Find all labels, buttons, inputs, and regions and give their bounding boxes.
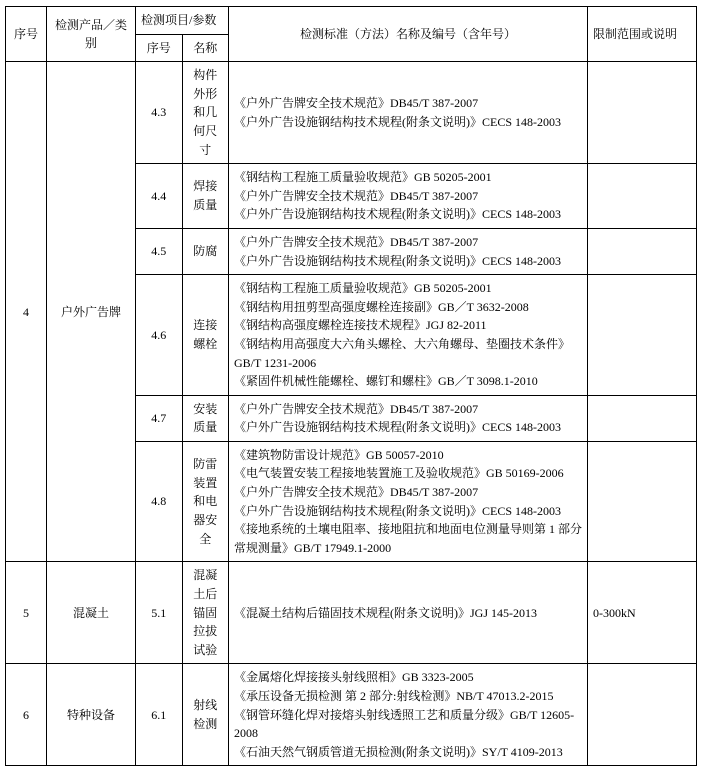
cell-standard bbox=[229, 395, 588, 441]
cell-item-name: 防腐 bbox=[182, 228, 229, 274]
column-header-item-no: 序号 bbox=[136, 34, 183, 62]
cell-standard bbox=[229, 275, 588, 396]
cell-standard bbox=[229, 562, 588, 664]
standard-line: 《户外广告设施钢结构技术规程(附条文说明)》CECS 148-2003 bbox=[234, 114, 562, 129]
cell-item-no: 6.1 bbox=[136, 664, 183, 766]
cell-item-no: 4.7 bbox=[136, 395, 183, 441]
standard-line: 《户外广告牌安全技术规范》DB45/T 387-2007 bbox=[234, 96, 479, 111]
standard-line: 《承压设备无损检测 第 2 部分:射线检测》NB/T 47013.2-2015 bbox=[234, 689, 554, 703]
column-header-standard: 检测标准（方法）名称及编号（含年号） bbox=[229, 7, 588, 62]
cell-standard bbox=[229, 164, 588, 229]
standard-line: 《户外广告设施钢结构技术规程(附条文说明)》CECS 148-2003 bbox=[234, 253, 562, 268]
standard-line: 《接地系统的土壤电阻率、接地阻抗和地面电位测量导则第 1 部分 常规测量》GB/T 17949.1-2000 bbox=[234, 522, 583, 555]
table-header-row-1 bbox=[6, 7, 697, 35]
cell-item-name: 射线检测 bbox=[182, 664, 229, 766]
standard-line: 《户外广告牌安全技术规范》DB45/T 387-2007 bbox=[234, 188, 479, 203]
cell-seq: 5 bbox=[6, 562, 47, 664]
standard-line: 《建筑物防雷设计规范》GB 50057-2010 bbox=[234, 447, 444, 462]
table-row bbox=[6, 562, 697, 664]
standard-line: 《钢结构高强度螺栓连接技术规程》JGJ 82-2011 bbox=[234, 318, 487, 333]
standard-line: 《金属熔化焊接接头射线照相》GB 3323-2005 bbox=[234, 670, 474, 685]
standard-line: 《钢结构工程施工质量验收规范》GB 50205-2001 bbox=[234, 281, 492, 296]
standard-line: 《钢结构用高强度大六角头螺栓、大六角螺母、垫圈技术条件》GB/T 1231-2006 bbox=[234, 336, 571, 370]
standard-line: 《钢管环缝化焊对接熔头射线透照工艺和质量分级》GB/T 12605-2008 bbox=[234, 707, 575, 741]
cell-limit: 0-300kN bbox=[588, 562, 697, 664]
cell-item-no: 4.5 bbox=[136, 228, 183, 274]
cell-item-name: 防雷装置和电器安全 bbox=[182, 441, 229, 562]
cell-item-name: 焊接质量 bbox=[182, 164, 229, 229]
cell-standard bbox=[229, 441, 588, 562]
column-header-limit: 限制范围或说明 bbox=[588, 7, 697, 62]
standard-line: 《钢结构用扭剪型高强度螺栓连接副》GB／T 3632-2008 bbox=[234, 299, 529, 314]
standard-line: 《电气装置安装工程接地装置施工及验收规范》GB 50169-2006 bbox=[234, 466, 564, 481]
cell-limit bbox=[588, 228, 697, 274]
standard-line: 《紧固件机械性能螺栓、螺钉和螺柱》GB／T 3098.1-2010 bbox=[234, 374, 538, 389]
cell-seq: 6 bbox=[6, 664, 47, 766]
cell-product: 特种设备 bbox=[47, 664, 136, 766]
cell-item-name: 连接螺栓 bbox=[182, 275, 229, 396]
cell-limit bbox=[588, 164, 697, 229]
standard-line: 《户外广告设施钢结构技术规程(附条文说明)》CECS 148-2003 bbox=[234, 420, 562, 435]
column-header-product: 检测产品／类别 bbox=[47, 7, 136, 62]
table-row bbox=[6, 62, 697, 164]
cell-item-no: 4.4 bbox=[136, 164, 183, 229]
standard-line: 《户外广告牌安全技术规范》DB45/T 387-2007 bbox=[234, 485, 479, 500]
standard-line: 《户外广告牌安全技术规范》DB45/T 387-2007 bbox=[234, 234, 479, 249]
inspection-standards-table bbox=[5, 6, 697, 766]
cell-limit bbox=[588, 275, 697, 396]
cell-item-no: 4.8 bbox=[136, 441, 183, 562]
cell-limit bbox=[588, 395, 697, 441]
table-row bbox=[6, 664, 697, 766]
standard-line: 《钢结构工程施工质量验收规范》GB 50205-2001 bbox=[234, 170, 492, 185]
cell-item-no: 5.1 bbox=[136, 562, 183, 664]
cell-product: 户外广告牌 bbox=[47, 62, 136, 562]
table-body bbox=[6, 62, 697, 766]
table-header bbox=[6, 7, 697, 62]
cell-item-no: 4.3 bbox=[136, 62, 183, 164]
standard-line: 《户外广告牌安全技术规范》DB45/T 387-2007 bbox=[234, 401, 479, 416]
cell-limit bbox=[588, 62, 697, 164]
cell-limit bbox=[588, 664, 697, 766]
cell-item-name: 混凝土后锚固拉拔试验 bbox=[182, 562, 229, 664]
cell-seq: 4 bbox=[6, 62, 47, 562]
cell-item-name: 构件外形和几何尺寸 bbox=[182, 62, 229, 164]
standard-line: 《石油天然气钢质管道无损检测(附条文说明)》SY/T 4109-2013 bbox=[234, 744, 563, 759]
cell-product: 混凝土 bbox=[47, 562, 136, 664]
column-header-item-name: 名称 bbox=[182, 34, 229, 62]
cell-item-name: 安装质量 bbox=[182, 395, 229, 441]
cell-limit bbox=[588, 441, 697, 562]
standard-line: 《混凝土结构后锚固技术规程(附条文说明)》JGJ 145-2013 bbox=[234, 605, 537, 620]
cell-item-no: 4.6 bbox=[136, 275, 183, 396]
standard-line: 《户外广告设施钢结构技术规程(附条文说明)》CECS 148-2003 bbox=[234, 503, 562, 518]
cell-standard bbox=[229, 62, 588, 164]
column-header-seq: 序号 bbox=[6, 7, 47, 62]
cell-standard bbox=[229, 664, 588, 766]
column-header-item-group: 检测项目/参数 bbox=[136, 7, 229, 35]
standard-line: 《户外广告设施钢结构技术规程(附条文说明)》CECS 148-2003 bbox=[234, 207, 562, 222]
cell-standard bbox=[229, 228, 588, 274]
